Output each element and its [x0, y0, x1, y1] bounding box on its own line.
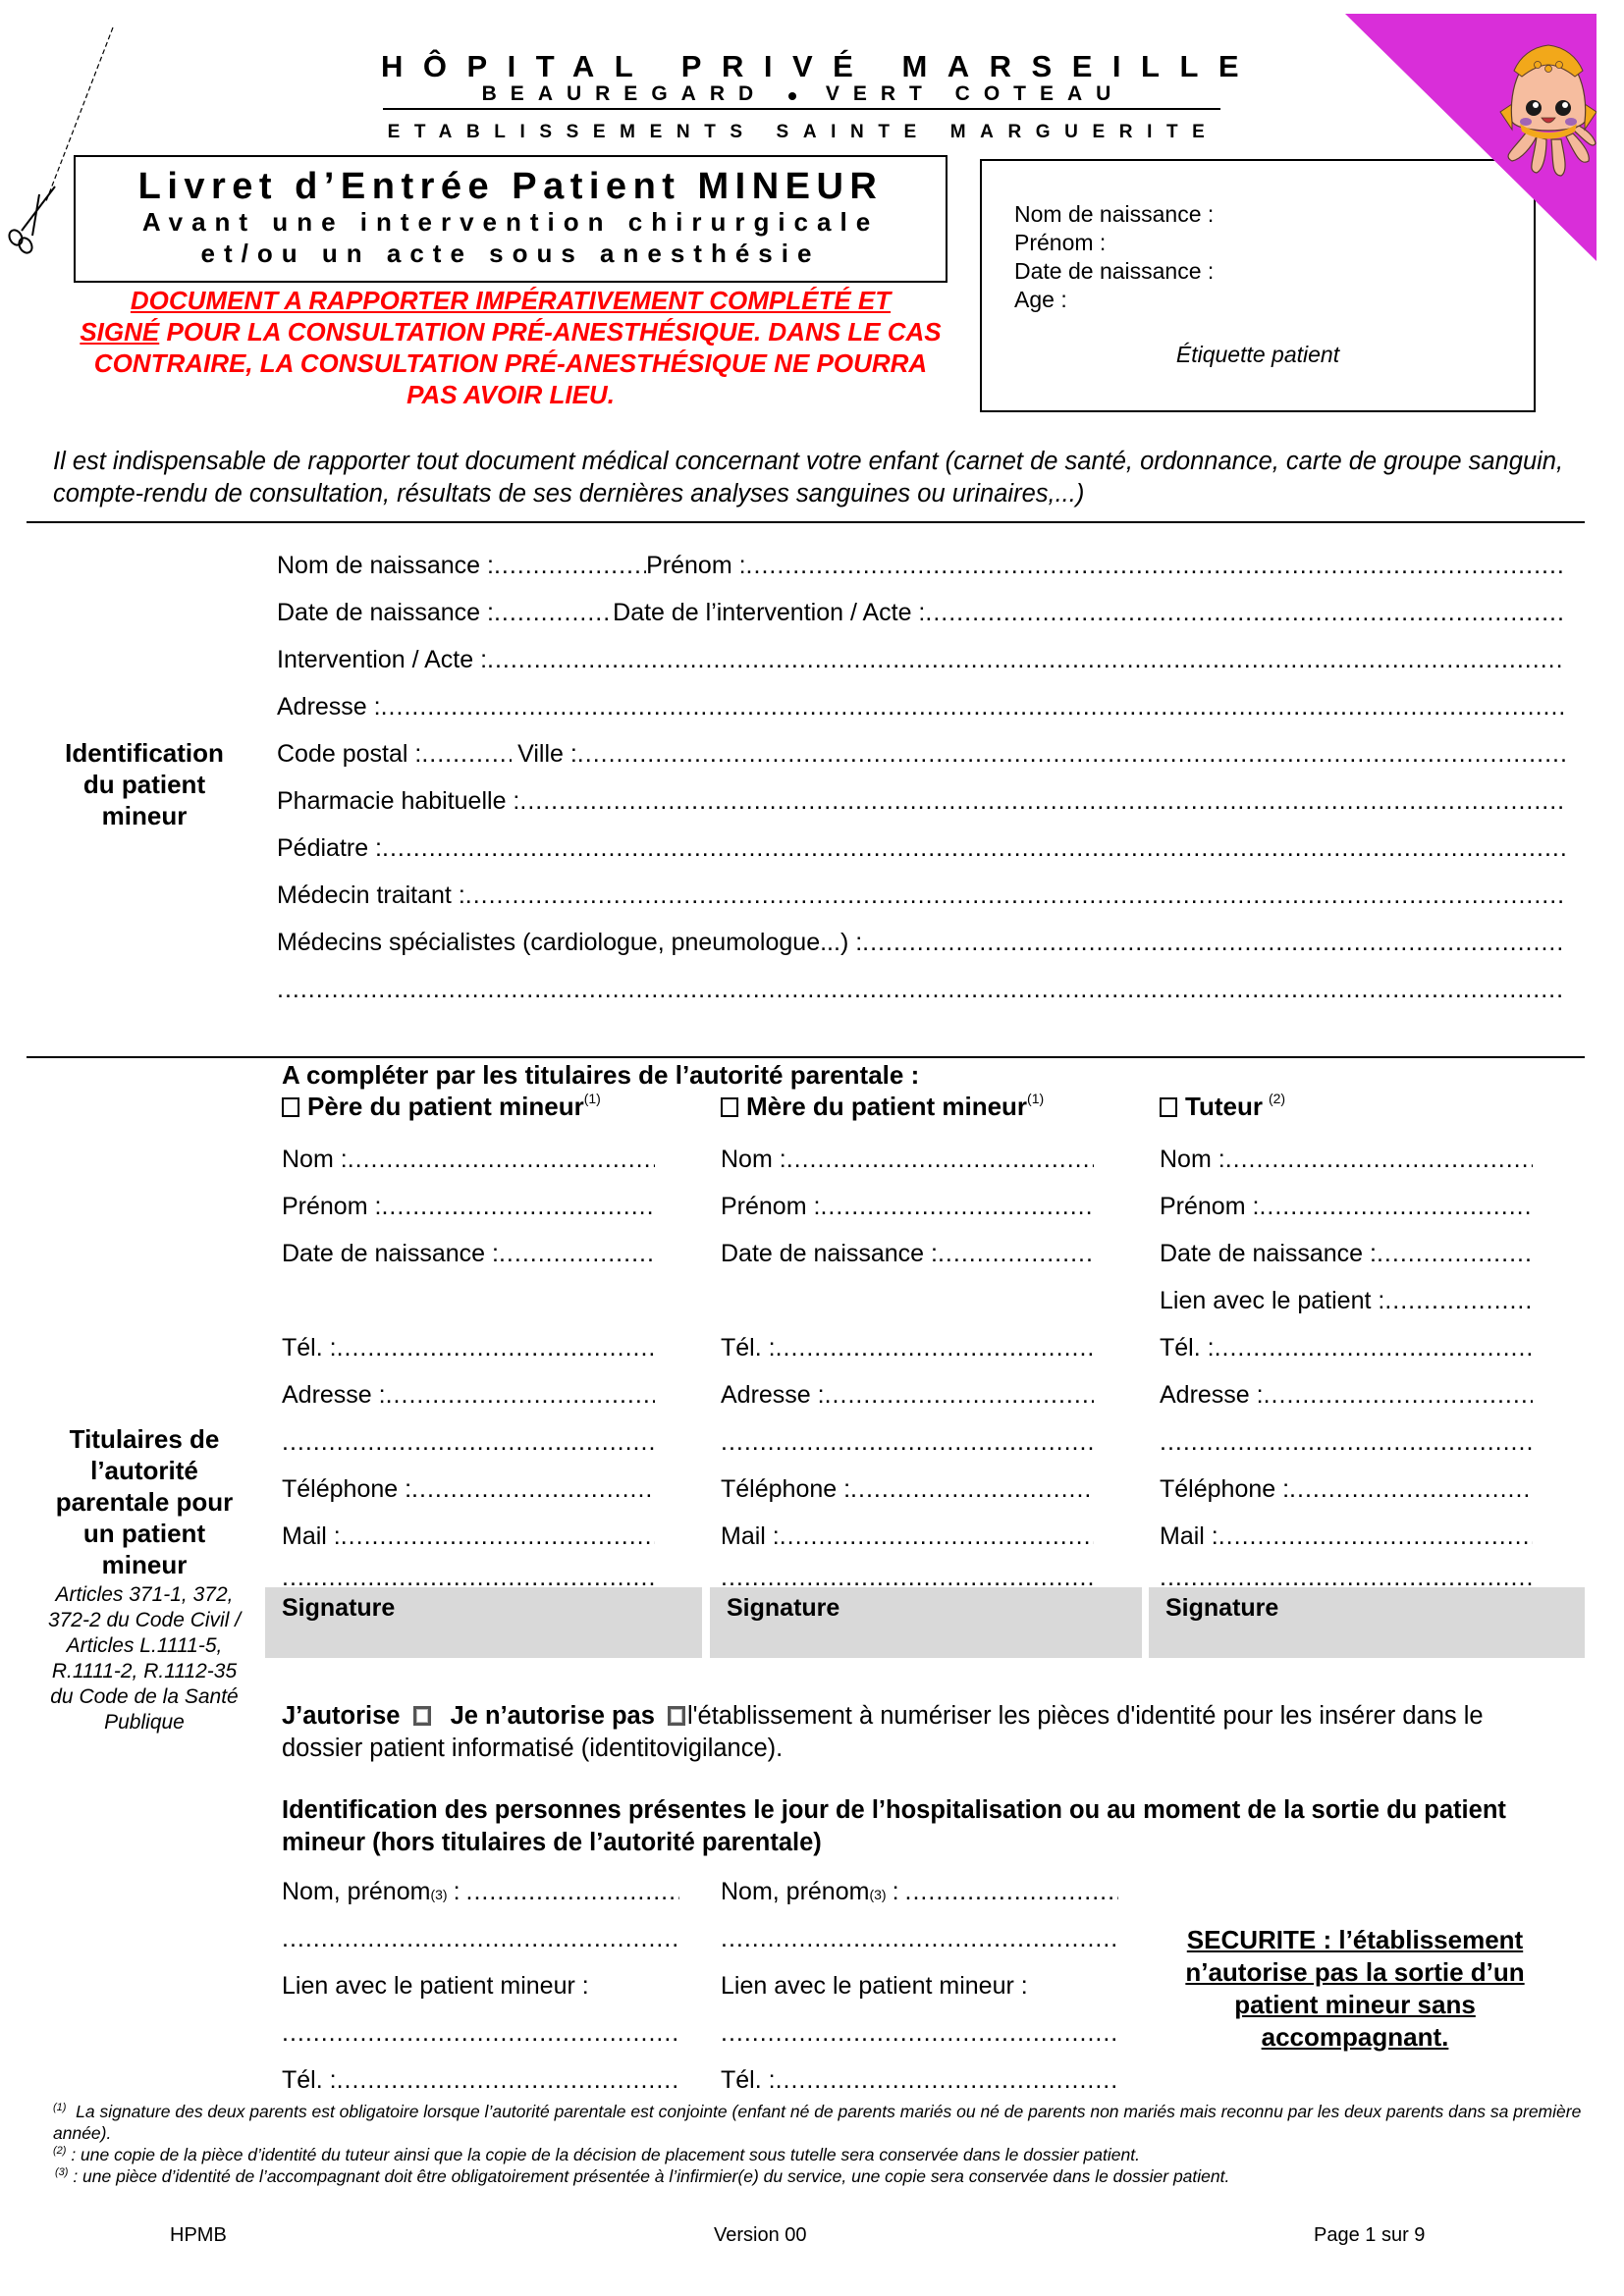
field-label: Nom, prénom [721, 1878, 870, 1905]
footnote-text: La signature des deux parents est obligatoire lorsque l’autorité parentale est conjointe (enfant né de parents mariés ou né de parents non mariés mais reconnu par les deux parents dans sa première année). [53, 2102, 1587, 2143]
hospital-group: ETABLISSEMENTS SAINTE MARGUERITE [387, 122, 1219, 142]
father-adresse-field [282, 1380, 655, 1410]
field-label: Tél. : [721, 2066, 776, 2094]
father-prenom-field [282, 1192, 655, 1221]
section-divider-top [27, 521, 1585, 523]
site-vert-coteau: VERT COTEAU [825, 82, 1125, 105]
ville-input[interactable] [577, 739, 1565, 769]
field-label: Adresse : [721, 1381, 825, 1409]
field-row-pediatre [277, 833, 1565, 863]
mother-nom-field [721, 1145, 1094, 1174]
person1-link-line [282, 2018, 679, 2048]
tutor-mail-field [1160, 1522, 1533, 1551]
footer-version: Version 00 [714, 2224, 807, 2246]
field-label: Date de naissance : [721, 1240, 938, 1267]
father-mail-input[interactable] [341, 1522, 655, 1551]
mother-prenom-input[interactable] [820, 1192, 1094, 1221]
signature-label: Signature [727, 1594, 840, 1622]
mother-tel-field [721, 1333, 1094, 1362]
father-adresse-input-2[interactable] [282, 1427, 655, 1457]
prenom-input[interactable] [746, 551, 1565, 580]
field-row-pharmacie [277, 786, 1565, 816]
footnote-ref: (2) [1268, 1091, 1286, 1106]
field-label: Lien avec le patient mineur : [721, 1972, 1028, 2000]
bullet-separator-icon [788, 92, 796, 100]
intervention-input[interactable] [487, 645, 1565, 674]
column-head-father[interactable] [282, 1092, 601, 1121]
patient-label-caption: Étiquette patient [1175, 342, 1340, 367]
mother-telephone-field [721, 1474, 1094, 1504]
field-label: Nom, prénom [282, 1878, 431, 1905]
person2-name-input-2[interactable] [721, 1924, 1118, 1953]
tutor-adresse-line2 [1160, 1427, 1533, 1457]
identity-scan-authorization [282, 1700, 1558, 1765]
person2-link-field [721, 1971, 1118, 2001]
footnote-text: : une copie de la pièce d’identité du tuteur ainsi que la copie de la décision de placement sous tutelle sera conservée dans le dossier patient. [66, 2145, 1140, 2164]
corner-mascot-banner [1345, 14, 1597, 261]
warning-underlined-2: SIGNÉ [80, 317, 160, 347]
mother-mail-input-2[interactable] [721, 1567, 1094, 1588]
field-label: Téléphone : [1160, 1475, 1290, 1503]
person1-name-input-2[interactable] [282, 1924, 679, 1953]
mother-date-naissance-field [721, 1239, 1094, 1268]
mother-date-naissance-input[interactable] [938, 1239, 1094, 1268]
footnote-mark: (3) [55, 2166, 69, 2178]
father-adresse-line2 [282, 1427, 655, 1457]
date-naissance-input[interactable] [494, 598, 613, 627]
column-head-tutor[interactable] [1160, 1092, 1285, 1121]
mother-prenom-field [721, 1192, 1094, 1221]
field-label: Lien avec le patient : [1160, 1287, 1385, 1314]
person1-name-field: Nom, prénom (3) : ..... [282, 1877, 679, 1906]
signature-label: Signature [1165, 1594, 1279, 1622]
authorize-label: J’autorise [282, 1702, 401, 1730]
security-notice: SECURITE : l’établissement n’autorise pas la sortie d’un patient mineur sans accompagnant. [1185, 1925, 1525, 2052]
field-label: Intervention / Acte : [277, 646, 488, 673]
tutor-nom-field [1160, 1145, 1533, 1174]
field-label: Pédiatre : [277, 834, 383, 862]
specialistes-input[interactable] [862, 928, 1565, 957]
field-label: Adresse : [282, 1381, 386, 1409]
document-subtitle-1: Avant une intervention chirurgicale [141, 207, 880, 237]
person2-tel-input[interactable] [776, 2065, 1118, 2095]
father-mail-field [282, 1522, 655, 1551]
date-intervention-input[interactable] [925, 598, 1565, 627]
father-mail-input-2[interactable] [282, 1567, 655, 1588]
tutor-tel-input[interactable] [1215, 1333, 1533, 1362]
warning-rest: POUR LA CONSULTATION PRÉ-ANESTHÉSIQUE. DANS LE CAS CONTRAIRE, LA CONSULTATION PRÉ-ANESTHÉSIQUE NE POURRA PAS AVOIR LIEU. [93, 317, 942, 409]
father-prenom-input[interactable] [381, 1192, 655, 1221]
field-label: Date de l’intervention / Acte : [613, 599, 926, 626]
mother-adresse-input[interactable] [825, 1380, 1094, 1410]
label-field-date-naissance: Date de naissance : [1014, 258, 1215, 284]
medecin-traitant-input[interactable] [465, 881, 1565, 910]
not-authorize-label: Je n’autorise pas [450, 1702, 655, 1730]
footer-page-number: Page 1 sur 9 [1314, 2224, 1426, 2246]
field-label: Prénom : [1160, 1193, 1260, 1220]
mother-adresse-input-2[interactable] [721, 1427, 1094, 1457]
specialistes-input-continued[interactable] [277, 975, 1565, 1004]
field-row-code-postal-ville [277, 739, 1565, 769]
label-field-prenom: Prénom : [1014, 230, 1107, 255]
field-label: Mail : [1160, 1522, 1218, 1550]
warning-underlined-1: DOCUMENT A RAPPORTER IMPÉRATIVEMENT COMPLÉTÉ ET [130, 286, 892, 315]
person2-link-line [721, 2018, 1118, 2048]
field-label: Pharmacie habituelle : [277, 787, 520, 815]
person1-link-input[interactable] [282, 2018, 679, 2048]
field-label: Date de naissance : [277, 599, 494, 626]
parental-heading: A compléter par les titulaires de l’autorité parentale : [282, 1060, 920, 1090]
mother-tel-input[interactable] [776, 1333, 1094, 1362]
father-tel-field [282, 1333, 655, 1362]
patient-label-fields [1014, 200, 1214, 314]
footnote-1 [53, 2101, 1585, 2144]
field-label: Prénom : [282, 1193, 382, 1220]
mother-signature-box[interactable] [710, 1587, 1142, 1658]
mother-mail-line2 [721, 1567, 1094, 1588]
column-title: Père du patient mineur [307, 1092, 584, 1121]
person2-name-input[interactable] [905, 1877, 1118, 1906]
field-label: Tél. : [282, 2066, 337, 2094]
nom-naissance-input[interactable] [494, 551, 646, 580]
father-nom-field [282, 1145, 655, 1174]
pediatre-input[interactable] [382, 833, 1565, 863]
tutor-mail-input[interactable] [1218, 1522, 1533, 1551]
signature-label: Signature [282, 1594, 396, 1622]
label-field-nom: Nom de naissance : [1014, 201, 1215, 227]
field-label: Lien avec le patient mineur : [282, 1972, 589, 2000]
footnote-mark: (2) [53, 2145, 67, 2157]
persons-present-heading: Identification des personnes présentes le jour de l’hospitalisation ou au moment de la sortie du patient mineur (hors titulaires de l’autorité parentale) [282, 1796, 1506, 1856]
tutor-signature-box[interactable] [1149, 1587, 1585, 1658]
label-field-age: Age : [1014, 287, 1067, 312]
field-row-adresse [277, 692, 1565, 721]
identification-section-label: Identification du patient mineur [65, 738, 224, 830]
field-label: Tél. : [1160, 1334, 1215, 1362]
field-label: Code postal : [277, 740, 422, 768]
mother-checkbox[interactable] [721, 1097, 738, 1117]
not-authorize-checkbox[interactable] [668, 1706, 685, 1726]
field-row-dates [277, 598, 1565, 627]
field-label: Nom de naissance : [277, 552, 494, 579]
field-label: Prénom : [721, 1193, 821, 1220]
father-date-naissance-field [282, 1239, 655, 1268]
field-label: Tél. : [282, 1334, 337, 1362]
tutor-telephone-input[interactable] [1289, 1474, 1533, 1504]
hospital-sites [381, 82, 1225, 106]
field-row-medecin-traitant [277, 881, 1565, 910]
field-row-nom-prenom [277, 551, 1565, 580]
mother-mail-field [721, 1522, 1094, 1551]
father-checkbox[interactable] [282, 1097, 299, 1117]
tutor-tel-field [1160, 1333, 1533, 1362]
person2-link-input[interactable] [721, 2018, 1118, 2048]
header-rule [383, 108, 1220, 110]
father-telephone-field [282, 1474, 655, 1504]
footnote-mark: (1) [53, 2102, 67, 2113]
field-label: Mail : [721, 1522, 780, 1550]
tutor-telephone-field [1160, 1474, 1533, 1504]
footnote-2 [53, 2144, 1585, 2165]
person1-name-line2 [282, 1924, 679, 1953]
father-signature-box[interactable] [265, 1587, 702, 1658]
authorize-checkbox[interactable] [413, 1706, 431, 1726]
field-label: Médecins spécialistes (cardiologue, pneumologue...) : [277, 929, 863, 956]
section-divider-parental [27, 1056, 1585, 1058]
tutor-nom-input[interactable] [1225, 1145, 1533, 1174]
field-row-specialistes [277, 928, 1565, 957]
hospital-name: HÔPITAL PRIVÉ MARSEILLE [381, 49, 1260, 83]
field-label: Adresse : [277, 693, 381, 721]
column-head-mother[interactable] [721, 1092, 1044, 1121]
document-title-box [74, 155, 947, 283]
tutor-prenom-field [1160, 1192, 1533, 1221]
person2-name-field: Nom, prénom (3) : ..... [721, 1877, 1118, 1906]
person1-link-field [282, 1971, 679, 2001]
tutor-lien-field [1160, 1286, 1533, 1315]
column-title: Mère du patient mineur [746, 1092, 1028, 1121]
field-label: Médecin traitant : [277, 881, 465, 909]
tutor-prenom-input[interactable] [1259, 1192, 1533, 1221]
site-beauregard: BEAUREGARD [481, 82, 768, 105]
footnotes [53, 2101, 1585, 2187]
adresse-input[interactable] [381, 692, 1565, 721]
mother-mail-input[interactable] [780, 1522, 1094, 1551]
tutor-adresse-input-2[interactable] [1160, 1427, 1533, 1457]
code-postal-input[interactable] [421, 739, 512, 769]
mother-nom-input[interactable] [786, 1145, 1094, 1174]
field-label: Ville : [517, 740, 577, 768]
mother-telephone-input[interactable] [850, 1474, 1094, 1504]
person1-tel-field [282, 2065, 679, 2095]
warning-notice [74, 285, 947, 410]
column-title: Tuteur [1185, 1092, 1263, 1121]
document-subtitle-2: et/ou un acte sous anesthésie [200, 239, 821, 268]
authorization-text: l'établissement à numériser les pièces d'identité pour les insérer dans le dossier patient informatisé (identitovigilance). [282, 1702, 1484, 1762]
person2-name-line2 [721, 1924, 1118, 1953]
tutor-date-naissance-field [1160, 1239, 1533, 1268]
mother-adresse-line2 [721, 1427, 1094, 1457]
field-label: Prénom : [646, 552, 746, 579]
intro-instructions: Il est indispensable de rapporter tout document médical concernant votre enfant (carnet de santé, ordonnance, carte de groupe sanguin, compte-rendu de consultation, résultats de ses dernières analyses sanguines ou urinaires,...) [53, 448, 1564, 507]
field-label: Date de naissance : [1160, 1240, 1377, 1267]
father-telephone-input[interactable] [411, 1474, 655, 1504]
field-label: Adresse : [1160, 1381, 1264, 1409]
field-label: Téléphone : [282, 1475, 412, 1503]
field-row-specialistes-continued [277, 975, 1565, 1004]
document-title: Livret d’Entrée Patient MINEUR [137, 166, 884, 207]
person1-tel-input[interactable] [337, 2065, 679, 2095]
tutor-lien-input[interactable] [1384, 1286, 1533, 1315]
footnote-ref: (1) [1027, 1091, 1045, 1106]
father-tel-input[interactable] [337, 1333, 655, 1362]
footer-org: HPMB [170, 2224, 227, 2246]
tutor-adresse-input[interactable] [1264, 1380, 1533, 1410]
mother-adresse-field [721, 1380, 1094, 1410]
tutor-adresse-field [1160, 1380, 1533, 1410]
field-label: Date de naissance : [282, 1240, 499, 1267]
tutor-mail-line2 [1160, 1567, 1533, 1588]
field-label: Mail : [282, 1522, 341, 1550]
footnote-text: : une pièce d’identité de l’accompagnant doit être obligatoirement présentée à l’infirmier(e) du service, une copie sera conservée dans le dossier patient. [68, 2166, 1230, 2186]
tutor-checkbox[interactable] [1160, 1097, 1177, 1117]
field-label: Téléphone : [721, 1475, 851, 1503]
father-date-naissance-input[interactable] [499, 1239, 655, 1268]
footnote-ref: (1) [583, 1091, 601, 1106]
tutor-mail-input-2[interactable] [1160, 1567, 1533, 1588]
field-row-intervention [277, 645, 1565, 674]
field-label: Nom : [1160, 1146, 1225, 1173]
field-label: Nom : [721, 1146, 786, 1173]
father-mail-line2 [282, 1567, 655, 1588]
tutor-date-naissance-input[interactable] [1377, 1239, 1533, 1268]
father-nom-input[interactable] [348, 1145, 655, 1174]
field-label: Nom : [282, 1146, 348, 1173]
parental-legal-note: Articles 371-1, 372, 372-2 du Code Civil / Articles L.1111-5, R.1111-2, R.1112-35 du Code de la Santé Publique [47, 1583, 242, 1734]
pharmacie-input[interactable] [519, 786, 1565, 816]
person2-tel-field [721, 2065, 1118, 2095]
field-label: Tél. : [721, 1334, 776, 1362]
person1-name-input[interactable] [466, 1877, 679, 1906]
parental-section-label: Titulaires de l’autorité parentale pour un patient mineur [55, 1424, 234, 1579]
father-adresse-input[interactable] [386, 1380, 655, 1410]
footnote-3 [53, 2165, 1585, 2187]
